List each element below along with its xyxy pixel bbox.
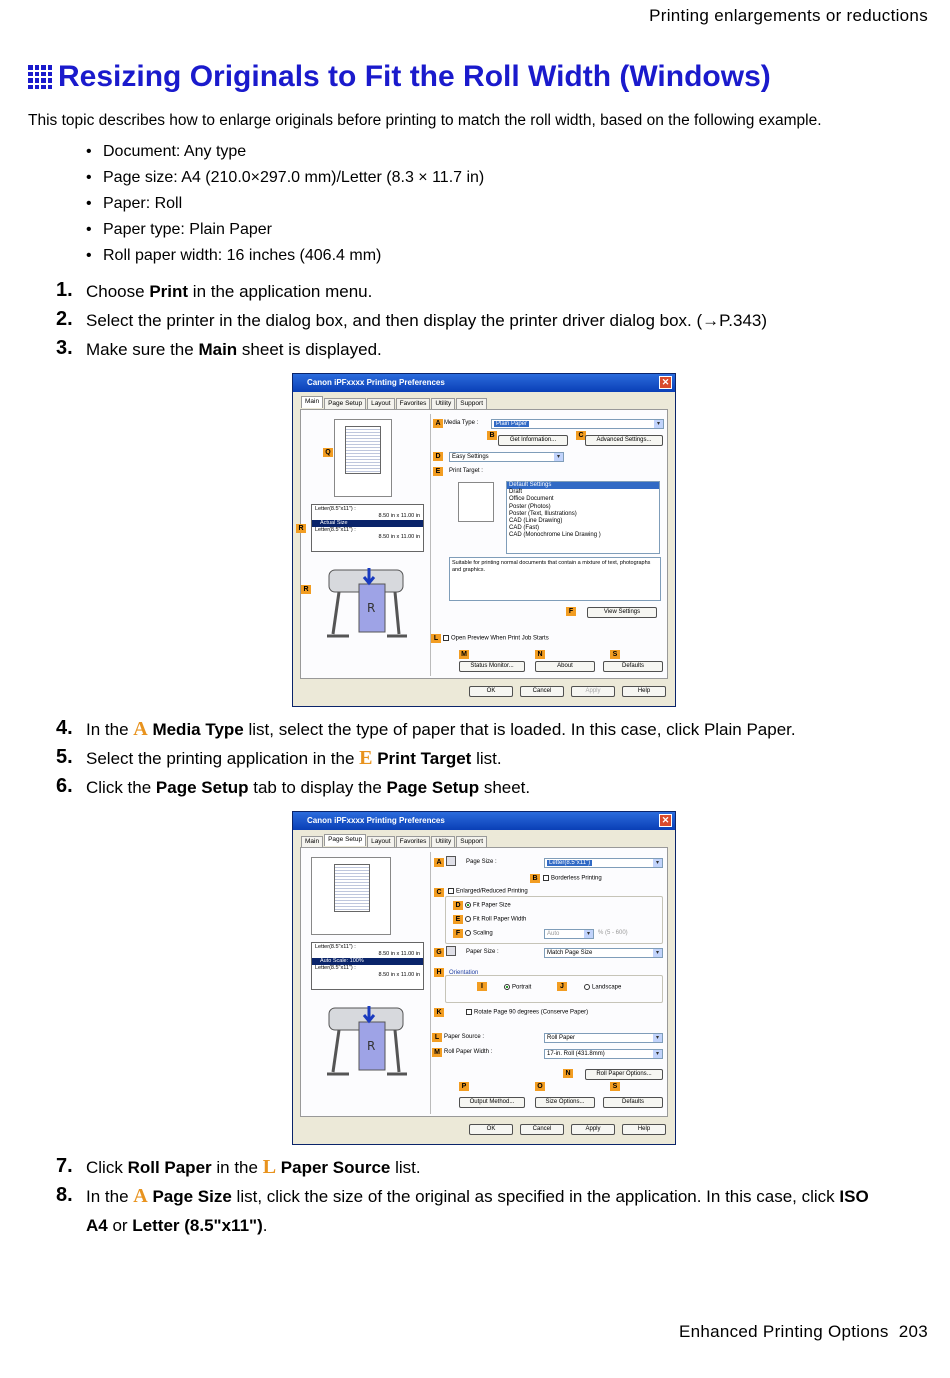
callout-label: P: [459, 1082, 469, 1091]
callout-label: E: [453, 915, 463, 924]
step-text: list, click the size of the original as specified in the application. In this case, click: [231, 1187, 840, 1206]
step-text: .: [262, 1216, 268, 1235]
callout-label: M: [459, 650, 469, 659]
step-text: sheet.: [479, 778, 531, 797]
roll-width-label: Roll Paper Width :: [444, 1049, 493, 1055]
step-text: or: [107, 1216, 133, 1235]
easy-settings-select[interactable]: Easy Settings ▾: [449, 452, 564, 462]
advanced-settings-button[interactable]: Advanced Settings...: [585, 435, 663, 446]
step-text: list, select the type of paper that is loaded. In this case, click Plain Paper.: [243, 720, 796, 739]
step-keyword: Roll Paper: [127, 1158, 212, 1177]
media-type-label: Media Type :: [444, 420, 479, 426]
step-keyword: Page Setup: [386, 778, 480, 797]
callout-label: S: [610, 650, 620, 659]
size-info-line: Letter(8.5"x11") :: [315, 506, 356, 512]
callout-label: F: [453, 929, 463, 938]
step-3: [56, 335, 382, 364]
dialog-title-text: Canon iPFxxxx Printing Preferences: [307, 816, 445, 825]
step-5: [56, 744, 502, 773]
callout-label: I: [477, 982, 487, 991]
size-info-highlight: Actual Size: [312, 520, 423, 527]
step-keyword: Print: [149, 282, 189, 301]
size-info-line: 8.50 in x 11.00 in: [378, 972, 420, 978]
callout-label: O: [535, 1082, 545, 1091]
step-2: [56, 306, 767, 335]
get-information-button[interactable]: Get Information...: [498, 435, 568, 446]
page-preview: [311, 857, 391, 935]
printer-image: [319, 562, 409, 642]
list-item: • Paper: Roll: [86, 194, 484, 220]
step-text: Make sure the: [86, 340, 199, 359]
step-8: [56, 1182, 886, 1240]
step-keyword: ISO A4: [86, 1187, 869, 1235]
example-list: [86, 142, 484, 272]
step-text: in the application menu.: [188, 282, 373, 301]
callout-label: A: [434, 858, 444, 867]
page-size-icon: [446, 856, 456, 866]
size-info-line: Letter(8.5"x11") :: [315, 527, 356, 533]
size-info-line: Letter(8.5"x11") :: [315, 944, 356, 950]
list-item: • Page size: A4 (210.0×297.0 mm)/Letter (8.3 × 11.7 in): [86, 168, 484, 194]
callout-label: D: [433, 452, 443, 461]
list-item[interactable]: Poster (Photos): [509, 503, 551, 510]
callout-label: B: [530, 874, 540, 883]
callout-label: M: [432, 1048, 442, 1057]
callout-label: K: [434, 1008, 444, 1017]
callout-label: L: [432, 1033, 442, 1042]
step-number: 5.: [56, 746, 73, 768]
size-info-line: 8.50 in x 11.00 in: [378, 951, 420, 957]
print-target-image: [458, 482, 494, 522]
step-text: In the: [86, 1187, 134, 1206]
step-number: 2.: [56, 308, 73, 330]
output-method-button[interactable]: Output Method...: [459, 1097, 525, 1108]
print-target-label: Print Target :: [449, 468, 483, 474]
list-item[interactable]: CAD (Line Drawing): [509, 518, 563, 525]
list-item: • Document: Any type: [86, 142, 484, 168]
roll-paper-options-button[interactable]: Roll Paper Options...: [585, 1069, 663, 1080]
callout-label: B: [487, 431, 497, 440]
step-text: list.: [471, 749, 502, 768]
tab-main[interactable]: Main: [301, 836, 323, 848]
landscape-radio[interactable]: Landscape: [584, 984, 621, 991]
step-1: [56, 277, 372, 306]
enlarged-reduced-checkbox[interactable]: Enlarged/Reduced Printing: [448, 888, 528, 895]
callout-label: H: [434, 968, 444, 977]
printing-preferences-dialog-main: [292, 373, 676, 707]
printing-preferences-dialog-page-setup: [292, 811, 676, 1145]
page-size-label: Page Size :: [466, 859, 497, 865]
close-icon[interactable]: ✕: [659, 376, 672, 389]
step-callout-letter: E: [359, 747, 373, 769]
scaling-radio[interactable]: Scaling: [465, 930, 493, 937]
callout-label: L: [431, 634, 441, 643]
page-title: [28, 60, 771, 94]
tab-favorites[interactable]: Favorites: [396, 836, 431, 848]
list-item[interactable]: CAD (Monochrome Line Drawing ): [509, 532, 601, 539]
print-target-list[interactable]: [506, 481, 660, 554]
defaults-button[interactable]: Defaults: [603, 1097, 663, 1108]
callout-label: R: [296, 524, 306, 533]
size-info: [311, 942, 424, 990]
printer-image: [319, 1000, 409, 1080]
callout-label: N: [535, 650, 545, 659]
paper-source-label: Paper Source :: [444, 1034, 485, 1040]
step-keyword: Page Setup: [155, 778, 249, 797]
step-text: in the: [211, 1158, 263, 1177]
page-number: 203: [898, 1322, 928, 1341]
step-keyword: Page Size: [147, 1187, 232, 1206]
paper-size-select[interactable]: Match Page Size ▾: [544, 948, 663, 958]
list-item[interactable]: Office Document: [509, 496, 554, 503]
fit-paper-size-radio[interactable]: Fit Paper Size: [465, 902, 511, 909]
callout-label: F: [566, 607, 576, 616]
scaling-range: % (5 - 600): [598, 930, 628, 936]
dialog-title: [293, 812, 675, 830]
cancel-button[interactable]: Cancel: [520, 1124, 564, 1135]
tab-support[interactable]: Support: [456, 398, 487, 410]
svg-text:R: R: [367, 1039, 376, 1053]
status-monitor-button[interactable]: Status Monitor...: [459, 661, 525, 672]
step-4: [56, 715, 796, 744]
step-text: list.: [390, 1158, 421, 1177]
roll-width-select[interactable]: 17-in. Roll (431.8mm) ▾: [544, 1049, 663, 1059]
page-preview: [334, 419, 392, 497]
size-info: [311, 504, 424, 552]
size-info-highlight: Auto Scale: 100%: [312, 958, 423, 965]
list-item: • Roll paper width: 16 inches (406.4 mm): [86, 246, 484, 272]
step-keyword: Letter (8.5"x11"): [132, 1216, 263, 1235]
view-settings-button[interactable]: View Settings: [587, 607, 657, 618]
size-options-button[interactable]: Size Options...: [535, 1097, 595, 1108]
close-icon[interactable]: ✕: [659, 814, 672, 827]
page-footer: [679, 1322, 928, 1342]
step-keyword: Main: [198, 340, 238, 359]
media-type-select[interactable]: Plain Paper ▾: [491, 419, 664, 429]
list-item: • Paper type: Plain Paper: [86, 220, 484, 246]
rotate-page-checkbox[interactable]: Rotate Page 90 degrees (Conserve Paper): [466, 1009, 588, 1016]
step-callout-letter: A: [133, 1185, 148, 1207]
list-item[interactable]: Poster (Text, Illustrations): [509, 510, 577, 517]
step-6: [56, 773, 530, 802]
tab-main[interactable]: Main: [301, 396, 323, 408]
callout-label: C: [576, 431, 586, 440]
cancel-button[interactable]: Cancel: [520, 686, 564, 697]
callout-label: S: [610, 1082, 620, 1091]
orientation-label: Orientation: [449, 970, 479, 976]
callout-label: E: [433, 467, 443, 476]
step-number: 6.: [56, 775, 73, 797]
step-callout-letter: L: [262, 1156, 277, 1178]
list-item[interactable]: Default Settings: [507, 482, 659, 489]
tab-utility[interactable]: Utility: [431, 836, 455, 848]
tab-page-setup[interactable]: Page Setup: [324, 834, 366, 846]
step-keyword: Media Type: [147, 720, 244, 739]
intro-text: This topic describes how to enlarge originals before printing to match the roll width, based on the following example.: [28, 112, 822, 129]
main-sheet: [300, 409, 668, 679]
tab-page-setup[interactable]: Page Setup: [324, 398, 366, 410]
step-7: [56, 1153, 421, 1182]
page-title-text: Resizing Originals to Fit the Roll Width (Windows): [58, 60, 771, 93]
step-text: Select the printer in the dialog box, and then display the printer driver dialog box. (→P.343): [86, 311, 768, 330]
grid-icon: [28, 65, 52, 89]
step-number: 4.: [56, 717, 73, 739]
ok-button[interactable]: OK: [469, 686, 513, 697]
list-item[interactable]: CAD (Fast): [509, 525, 539, 532]
tab-favorites[interactable]: Favorites: [396, 398, 431, 410]
step-text: Click: [86, 1158, 128, 1177]
tab-layout[interactable]: Layout: [367, 398, 395, 410]
size-info-line: 8.50 in x 11.00 in: [378, 513, 420, 519]
dialog-title-text: Canon iPFxxxx Printing Preferences: [307, 378, 445, 387]
step-text: In the: [86, 720, 134, 739]
step-text: Click the: [86, 778, 156, 797]
callout-label: Q: [323, 448, 333, 457]
list-item[interactable]: Draft: [509, 489, 523, 496]
tab-utility[interactable]: Utility: [431, 398, 455, 410]
paper-size-label: Paper Size :: [466, 949, 499, 955]
step-text: sheet is displayed.: [237, 340, 382, 359]
dialog-title: [293, 374, 675, 392]
about-button[interactable]: About: [535, 661, 595, 672]
size-info-line: Letter(8.5"x11") :: [315, 965, 356, 971]
callout-label: J: [557, 982, 567, 991]
defaults-button[interactable]: Defaults: [603, 661, 663, 672]
step-number: 7.: [56, 1155, 73, 1177]
callout-label: G: [434, 948, 444, 957]
tab-layout[interactable]: Layout: [367, 836, 395, 848]
ok-button[interactable]: OK: [469, 1124, 513, 1135]
apply-button[interactable]: Apply: [571, 1124, 615, 1135]
callout-label: N: [563, 1069, 573, 1078]
open-preview-checkbox[interactable]: Open Preview When Print Job Starts: [443, 635, 549, 642]
step-number: 8.: [56, 1184, 73, 1206]
help-button[interactable]: Help: [622, 686, 666, 697]
description-box: Suitable for printing normal documents that contain a mixture of text, photographs and graphics.: [449, 557, 661, 601]
size-info-line: 8.50 in x 11.00 in: [378, 534, 420, 540]
help-button[interactable]: Help: [622, 1124, 666, 1135]
step-text: Select the printing application in the: [86, 749, 360, 768]
apply-button[interactable]: Apply: [571, 686, 615, 697]
paper-source-select[interactable]: Roll Paper ▾: [544, 1033, 663, 1043]
portrait-radio[interactable]: Portrait: [504, 984, 531, 991]
callout-label: D: [453, 901, 463, 910]
step-text: tab to display the: [248, 778, 387, 797]
svg-text:R: R: [367, 601, 376, 615]
paper-size-icon: [446, 946, 456, 956]
footer-section: Enhanced Printing Options: [678, 1322, 889, 1341]
page-size-select[interactable]: Letter(8.5"x11") ▾: [544, 858, 663, 868]
fit-roll-width-radio[interactable]: Fit Roll Paper Width: [465, 916, 526, 923]
callout-label: A: [433, 419, 443, 428]
step-callout-letter: A: [133, 718, 148, 740]
step-keyword: Paper Source: [276, 1158, 391, 1177]
page-setup-sheet: [300, 847, 668, 1117]
step-keyword: Print Target: [372, 749, 472, 768]
step-text: Choose: [86, 282, 150, 301]
step-number: 1.: [56, 279, 73, 301]
callout-label: C: [434, 888, 444, 897]
running-header: Printing enlargements or reductions: [649, 6, 928, 25]
tab-support[interactable]: Support: [456, 836, 487, 848]
scaling-input[interactable]: Auto ▾: [544, 929, 594, 939]
divider: [430, 852, 431, 1114]
callout-label: R: [301, 585, 311, 594]
step-number: 3.: [56, 337, 73, 359]
borderless-checkbox[interactable]: Borderless Printing: [543, 875, 602, 882]
